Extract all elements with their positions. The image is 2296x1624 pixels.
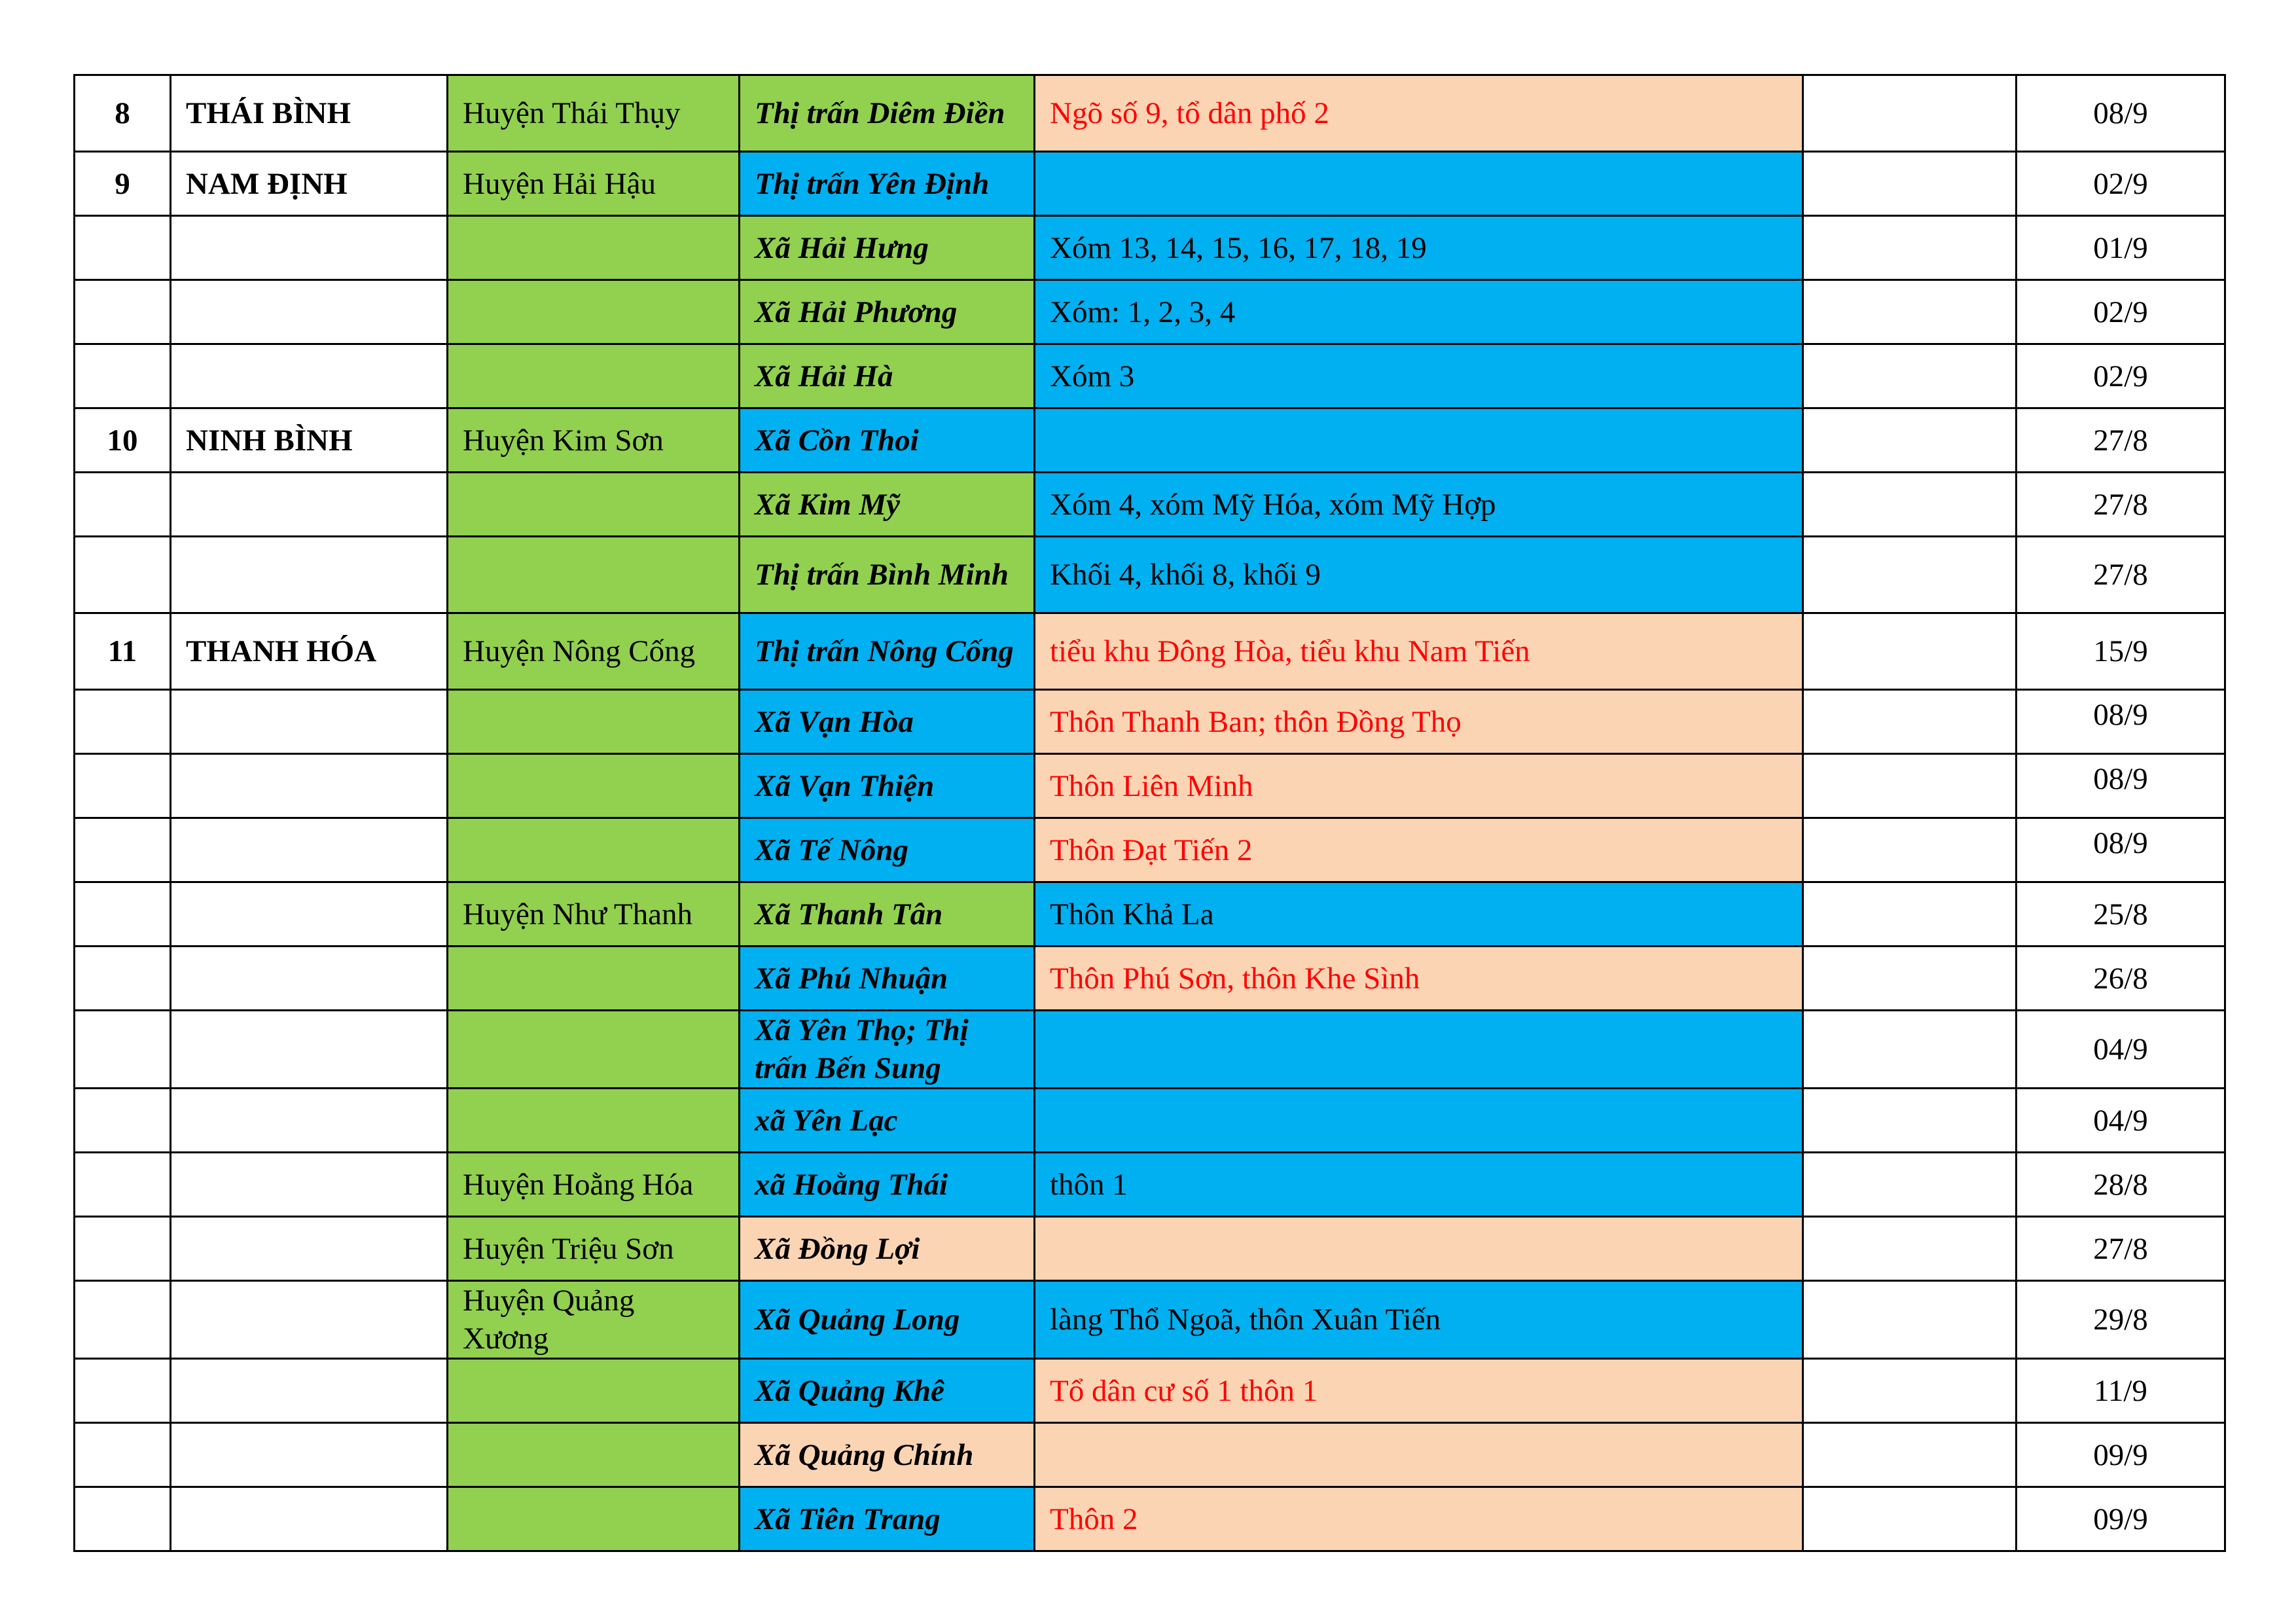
province-cell [171, 216, 448, 280]
location-detail-cell [1035, 1423, 1803, 1487]
blank-cell [1803, 690, 2017, 754]
row-number-cell [75, 882, 171, 947]
district-cell [448, 344, 740, 408]
location-detail-cell: Thôn Khả La [1035, 882, 1803, 947]
row-number-cell [75, 1359, 171, 1423]
district-cell: Huyện Quảng Xương [448, 1281, 740, 1359]
date-cell: 08/9 [2017, 690, 2225, 754]
province-cell [171, 1217, 448, 1281]
table-row [75, 1359, 2225, 1423]
commune-cell: xã Hoằng Thái [740, 1153, 1035, 1217]
blank-cell [1803, 882, 2017, 947]
province-cell: NAM ĐỊNH [171, 152, 448, 216]
province-cell [171, 754, 448, 818]
commune-cell: Xã Yên Thọ; Thị trấn Bến Sung [740, 1011, 1035, 1089]
date-cell: 01/9 [2017, 216, 2225, 280]
date-cell: 27/8 [2017, 537, 2225, 613]
table-row [75, 613, 2225, 690]
commune-cell: Xã Quảng Long [740, 1281, 1035, 1359]
province-cell: THANH HÓA [171, 613, 448, 690]
blank-cell [1803, 1153, 2017, 1217]
table-row [75, 473, 2225, 537]
district-cell [448, 1423, 740, 1487]
district-cell: Huyện Triệu Sơn [448, 1217, 740, 1281]
province-cell [171, 1153, 448, 1217]
blank-cell [1803, 280, 2017, 344]
commune-cell: Xã Hải Hưng [740, 216, 1035, 280]
table-row [75, 280, 2225, 344]
location-detail-cell: Xóm 3 [1035, 344, 1803, 408]
table-row [75, 1281, 2225, 1359]
date-cell: 02/9 [2017, 344, 2225, 408]
row-number-cell: 11 [75, 613, 171, 690]
location-detail-cell: Thôn Đạt Tiến 2 [1035, 818, 1803, 882]
location-detail-cell [1035, 152, 1803, 216]
location-detail-cell: Thôn Thanh Ban; thôn Đồng Thọ [1035, 690, 1803, 754]
province-cell: THÁI BÌNH [171, 75, 448, 152]
blank-cell [1803, 1281, 2017, 1359]
commune-cell: Xã Quảng Chính [740, 1423, 1035, 1487]
district-cell: Huyện Như Thanh [448, 882, 740, 947]
location-detail-cell: Khối 4, khối 8, khối 9 [1035, 537, 1803, 613]
province-cell [171, 690, 448, 754]
blank-cell [1803, 408, 2017, 473]
row-number-cell [75, 1153, 171, 1217]
district-cell [448, 690, 740, 754]
location-detail-cell: Thôn Phú Sơn, thôn Khe Sình [1035, 947, 1803, 1011]
table-row [75, 1423, 2225, 1487]
location-detail-cell: tiểu khu Đông Hòa, tiểu khu Nam Tiến [1035, 613, 1803, 690]
row-number-cell [75, 947, 171, 1011]
row-number-cell [75, 1089, 171, 1153]
date-cell: 08/9 [2017, 754, 2225, 818]
commune-cell: Thị trấn Yên Định [740, 152, 1035, 216]
location-detail-cell: Thôn Liên Minh [1035, 754, 1803, 818]
blank-cell [1803, 613, 2017, 690]
table-row [75, 216, 2225, 280]
date-cell: 11/9 [2017, 1359, 2225, 1423]
location-detail-cell: thôn 1 [1035, 1153, 1803, 1217]
location-detail-cell: Tổ dân cư số 1 thôn 1 [1035, 1359, 1803, 1423]
district-cell [448, 947, 740, 1011]
row-number-cell [75, 818, 171, 882]
district-cell [448, 818, 740, 882]
table-row [75, 408, 2225, 473]
commune-cell: xã Yên Lạc [740, 1089, 1035, 1153]
province-cell [171, 1011, 448, 1089]
blank-cell [1803, 1423, 2017, 1487]
table-row [75, 882, 2225, 947]
table-row [75, 947, 2225, 1011]
district-cell [448, 1487, 740, 1551]
table-row [75, 1089, 2225, 1153]
district-cell: Huyện Nông Cống [448, 613, 740, 690]
location-detail-cell [1035, 1011, 1803, 1089]
location-detail-cell: Ngõ số 9, tổ dân phố 2 [1035, 75, 1803, 152]
commune-cell: Xã Vạn Hòa [740, 690, 1035, 754]
province-cell [171, 947, 448, 1011]
commune-cell: Xã Đồng Lợi [740, 1217, 1035, 1281]
date-cell: 08/9 [2017, 818, 2225, 882]
location-detail-cell: Xóm 4, xóm Mỹ Hóa, xóm Mỹ Hợp [1035, 473, 1803, 537]
commune-cell: Thị trấn Bình Minh [740, 537, 1035, 613]
table-row [75, 690, 2225, 754]
outbreak-table [73, 74, 2226, 1552]
date-cell: 09/9 [2017, 1423, 2225, 1487]
district-cell: Huyện Hải Hậu [448, 152, 740, 216]
location-detail-cell: làng Thổ Ngoã, thôn Xuân Tiến [1035, 1281, 1803, 1359]
province-cell [171, 1089, 448, 1153]
date-cell: 08/9 [2017, 75, 2225, 152]
district-cell [448, 754, 740, 818]
row-number-cell [75, 280, 171, 344]
district-cell: Huyện Thái Thụy [448, 75, 740, 152]
table-row [75, 344, 2225, 408]
commune-cell: Xã Thanh Tân [740, 882, 1035, 947]
location-detail-cell [1035, 1217, 1803, 1281]
row-number-cell [75, 1011, 171, 1089]
commune-cell: Xã Tế Nông [740, 818, 1035, 882]
date-cell: 09/9 [2017, 1487, 2225, 1551]
date-cell: 04/9 [2017, 1089, 2225, 1153]
location-detail-cell: Xóm: 1, 2, 3, 4 [1035, 280, 1803, 344]
blank-cell [1803, 1217, 2017, 1281]
province-cell [171, 1487, 448, 1551]
blank-cell [1803, 344, 2017, 408]
row-number-cell [75, 1217, 171, 1281]
date-cell: 02/9 [2017, 280, 2225, 344]
blank-cell [1803, 947, 2017, 1011]
district-cell [448, 473, 740, 537]
blank-cell [1803, 1089, 2017, 1153]
blank-cell [1803, 1359, 2017, 1423]
province-cell [171, 537, 448, 613]
row-number-cell [75, 216, 171, 280]
province-cell [171, 280, 448, 344]
row-number-cell [75, 537, 171, 613]
district-cell [448, 537, 740, 613]
district-cell [448, 216, 740, 280]
table-body [75, 75, 2225, 1551]
date-cell: 27/8 [2017, 473, 2225, 537]
row-number-cell [75, 473, 171, 537]
location-detail-cell [1035, 1089, 1803, 1153]
table-row [75, 537, 2225, 613]
province-cell [171, 1359, 448, 1423]
district-cell [448, 1089, 740, 1153]
table-row [75, 818, 2225, 882]
row-number-cell: 8 [75, 75, 171, 152]
table-row [75, 1487, 2225, 1551]
date-cell: 26/8 [2017, 947, 2225, 1011]
location-detail-cell: Thôn 2 [1035, 1487, 1803, 1551]
date-cell: 28/8 [2017, 1153, 2225, 1217]
blank-cell [1803, 818, 2017, 882]
province-cell [171, 1281, 448, 1359]
date-cell: 15/9 [2017, 613, 2225, 690]
commune-cell: Xã Phú Nhuận [740, 947, 1035, 1011]
location-detail-cell [1035, 408, 1803, 473]
row-number-cell [75, 1281, 171, 1359]
date-cell: 25/8 [2017, 882, 2225, 947]
table-row [75, 1217, 2225, 1281]
blank-cell [1803, 216, 2017, 280]
district-cell [448, 1359, 740, 1423]
date-cell: 27/8 [2017, 1217, 2225, 1281]
commune-cell: Xã Kim Mỹ [740, 473, 1035, 537]
date-cell: 02/9 [2017, 152, 2225, 216]
blank-cell [1803, 537, 2017, 613]
province-cell [171, 818, 448, 882]
commune-cell: Thị trấn Nông Cống [740, 613, 1035, 690]
commune-cell: Xã Vạn Thiện [740, 754, 1035, 818]
district-cell [448, 280, 740, 344]
table-row [75, 75, 2225, 152]
province-cell: NINH BÌNH [171, 408, 448, 473]
date-cell: 29/8 [2017, 1281, 2225, 1359]
table-row [75, 1153, 2225, 1217]
province-cell [171, 344, 448, 408]
province-cell [171, 882, 448, 947]
blank-cell [1803, 75, 2017, 152]
location-detail-cell: Xóm 13, 14, 15, 16, 17, 18, 19 [1035, 216, 1803, 280]
commune-cell: Xã Tiên Trang [740, 1487, 1035, 1551]
row-number-cell: 9 [75, 152, 171, 216]
row-number-cell [75, 754, 171, 818]
table-row [75, 754, 2225, 818]
row-number-cell [75, 1423, 171, 1487]
blank-cell [1803, 754, 2017, 818]
commune-cell: Xã Hải Phương [740, 280, 1035, 344]
date-cell: 27/8 [2017, 408, 2225, 473]
date-cell: 04/9 [2017, 1011, 2225, 1089]
commune-cell: Xã Quảng Khê [740, 1359, 1035, 1423]
blank-cell [1803, 152, 2017, 216]
district-cell [448, 1011, 740, 1089]
table-row [75, 1011, 2225, 1089]
province-cell [171, 473, 448, 537]
row-number-cell [75, 1487, 171, 1551]
commune-cell: Xã Hải Hà [740, 344, 1035, 408]
commune-cell: Thị trấn Diêm Điền [740, 75, 1035, 152]
blank-cell [1803, 473, 2017, 537]
blank-cell [1803, 1487, 2017, 1551]
province-cell [171, 1423, 448, 1487]
row-number-cell [75, 690, 171, 754]
table-row [75, 152, 2225, 216]
row-number-cell [75, 344, 171, 408]
district-cell: Huyện Kim Sơn [448, 408, 740, 473]
row-number-cell: 10 [75, 408, 171, 473]
blank-cell [1803, 1011, 2017, 1089]
commune-cell: Xã Cồn Thoi [740, 408, 1035, 473]
district-cell: Huyện Hoằng Hóa [448, 1153, 740, 1217]
